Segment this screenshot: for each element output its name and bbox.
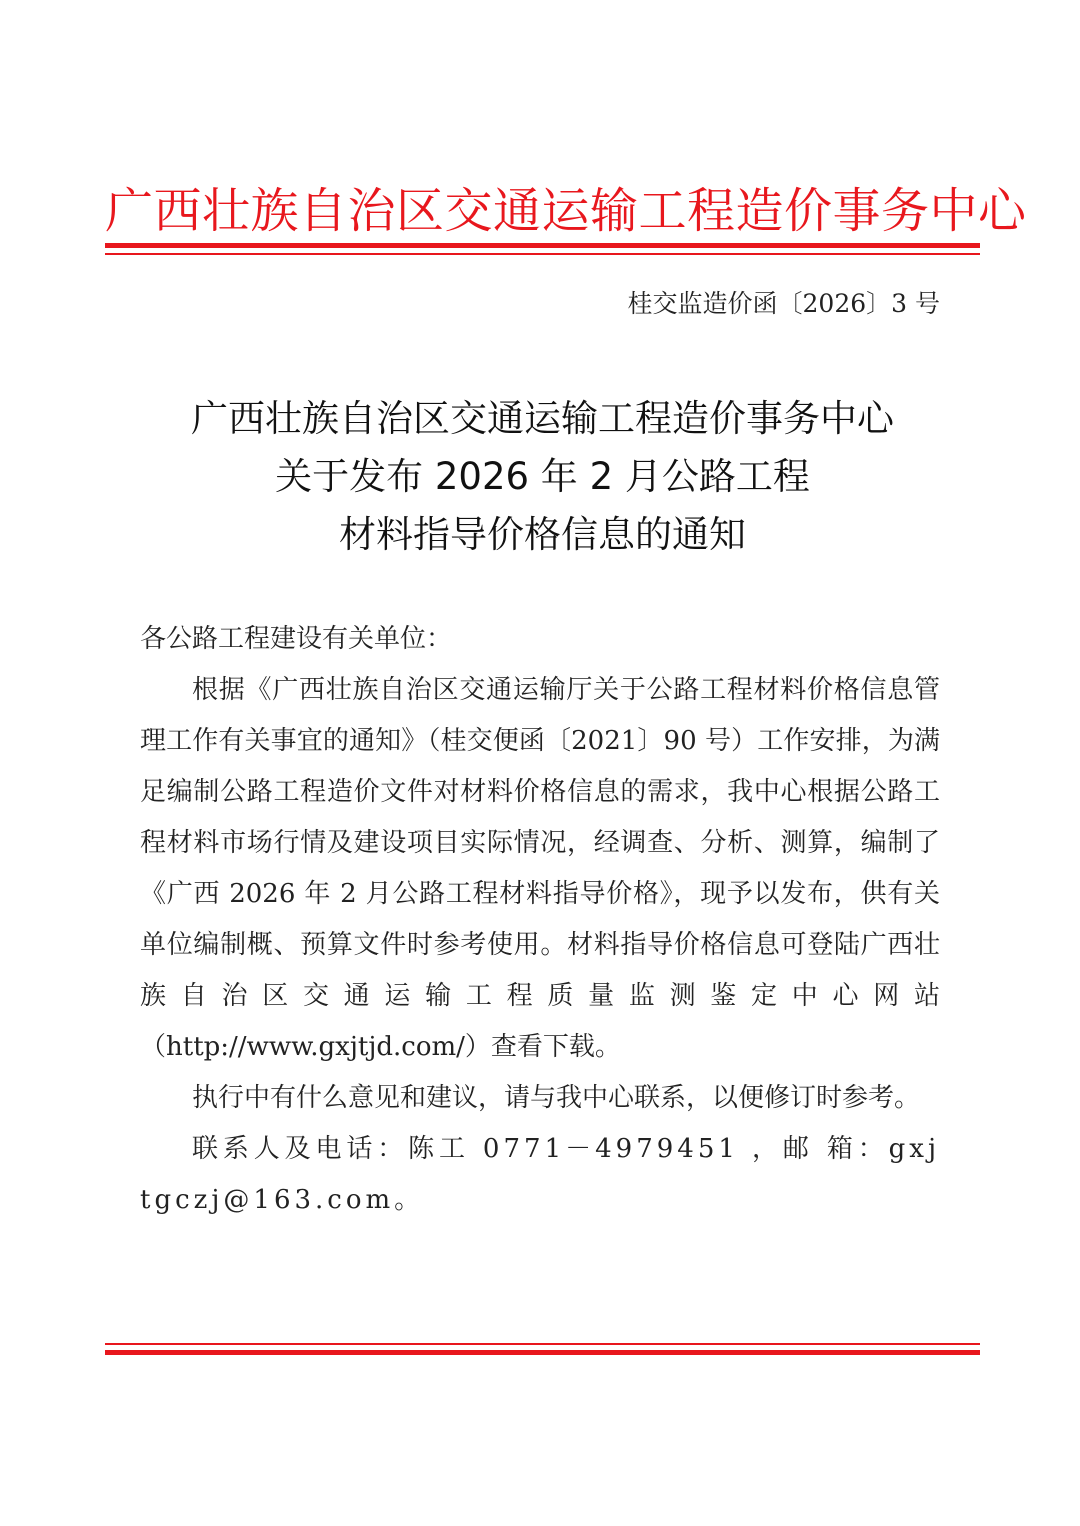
footer-red-rule-thick [105,1350,980,1355]
issuing-organization-header: 广西壮族自治区交通运输工程造价事务中心 [105,183,1027,239]
document-body [140,614,940,1226]
title-line-2: 关于发布 2026 年 2 月公路工程 [275,455,810,498]
document-number: 桂交监造价函〔2026〕3 号 [627,289,940,318]
document-title [105,390,980,564]
salutation: 各公路工程建设有关单位： [140,624,453,654]
footer-red-rule-thin [105,1343,980,1345]
header-red-rule-thick [105,243,980,248]
body-paragraph-1: 根据《广西壮族自治区交通运输厅关于公路工程材料价格信息管理工作有关事宜的通知》（桂交便函〔2021〕90 号）工作安排，为满足编制公路工程造价文件对材料价格信息的需求，我中心根据公路工程材料市场行情及建设项目实际情况，经调查、分析、测算，编制了《广西 2026 年 2 月公路工程材料指导价格》，现予以发布，供有关单位编制概、预算文件时参考使用。材料指导价格信息可登陆广西壮族自治区交通运输工程质量监测鉴定中心网站（http://www.gxjtjd.com/）查看下载。 [140,675,940,1062]
header-red-rule-thin [105,253,980,255]
body-paragraph-2: 执行中有什么意见和建议，请与我中心联系，以便修订时参考。 [192,1083,921,1113]
title-line-1: 广西壮族自治区交通运输工程造价事务中心 [191,397,894,440]
title-line-3: 材料指导价格信息的通知 [339,513,746,556]
contact-paragraph: 联系人及电话：陈工 0771－4979451 ，邮 箱：gxjtgczj@163.com。 [140,1134,940,1215]
